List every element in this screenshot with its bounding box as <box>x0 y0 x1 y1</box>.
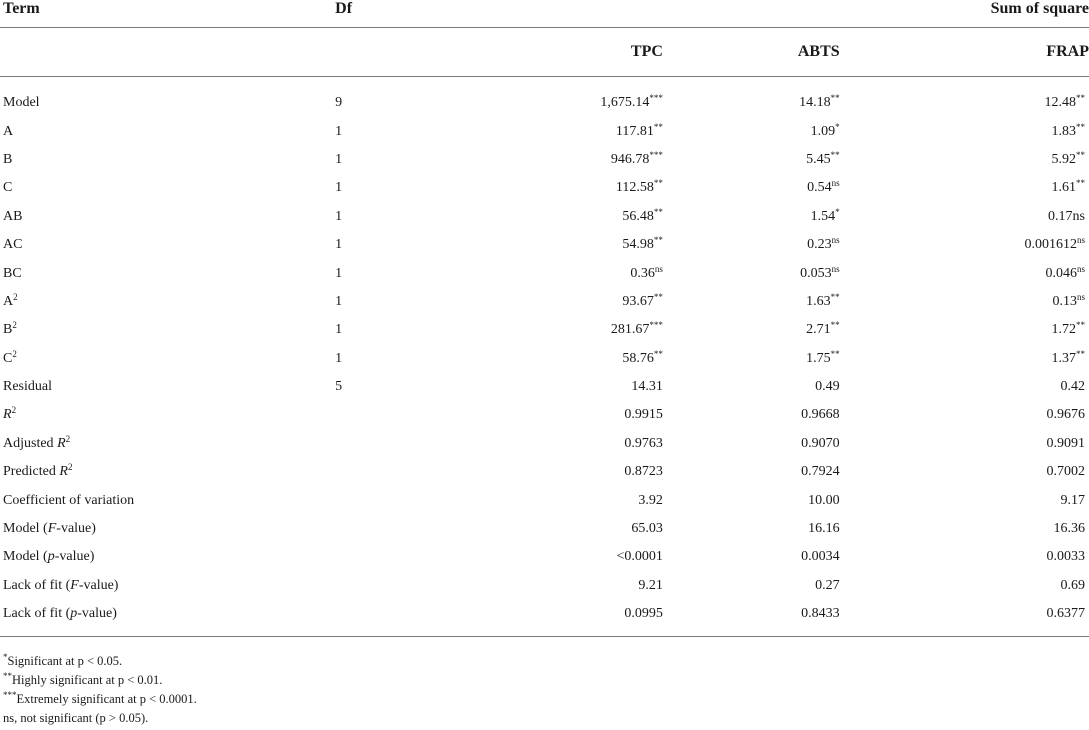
frap-cell <box>840 430 1089 458</box>
tpc-cell <box>524 231 663 259</box>
stat-label-cell <box>0 515 335 543</box>
tpc-cell-value: 56.48 <box>622 208 654 224</box>
df-cell-empty <box>335 458 523 486</box>
abts-cell-value: 16.16 <box>808 521 840 537</box>
stat-row <box>0 401 1089 429</box>
stat-label-cell <box>0 543 335 571</box>
tpc-cell <box>524 430 663 458</box>
df-cell-value: 1 <box>335 350 343 366</box>
frap-cell-value: 0.001612 <box>1024 237 1077 253</box>
frap-cell <box>840 203 1089 231</box>
frap-cell <box>840 486 1089 514</box>
term-cell <box>0 373 335 401</box>
significance-marker: ns <box>654 263 663 274</box>
tpc-cell-value: 117.81 <box>615 123 654 139</box>
tpc-cell-value: 0.8723 <box>624 464 663 480</box>
header-frap: FRAP <box>1046 43 1089 60</box>
frap-cell <box>840 515 1089 543</box>
abts-cell-value: 0.053 <box>800 265 832 281</box>
subheader-blank-df <box>335 28 523 77</box>
significance-marker: ** <box>653 178 663 189</box>
stat-label-cell <box>0 486 335 514</box>
term-label: B <box>3 151 13 167</box>
term-label: A <box>3 293 14 309</box>
abts-cell-value: 1.09 <box>810 123 836 139</box>
frap-cell <box>840 174 1089 202</box>
abts-cell-value: 0.8433 <box>801 606 840 622</box>
term-exponent: 2 <box>12 348 17 359</box>
term-cell <box>0 231 335 259</box>
term-label: BC <box>3 265 22 281</box>
significance-marker: ns <box>1076 235 1085 246</box>
footnote-marker: *** <box>3 690 17 700</box>
abts-cell-value: 2.71 <box>806 322 831 338</box>
abts-cell <box>663 174 840 202</box>
abts-cell <box>663 117 840 145</box>
frap-cell-value: 1.83 <box>1051 123 1076 139</box>
abts-cell-value: 0.27 <box>815 577 840 593</box>
stat-row <box>0 458 1089 486</box>
significance-marker: ** <box>1076 320 1085 331</box>
stat-symbol: R <box>57 435 66 451</box>
tpc-cell-value: 0.9915 <box>624 407 663 423</box>
table-row <box>0 117 1089 145</box>
tpc-cell-value: 281.67 <box>610 322 650 338</box>
footnote <box>3 671 197 690</box>
header-sum-of-square: Sum of square <box>990 0 1089 17</box>
frap-cell <box>840 458 1089 486</box>
frap-cell <box>840 345 1089 373</box>
stat-label: Coefficient of variation <box>3 492 135 508</box>
frap-cell-value: 0.9091 <box>1046 435 1085 451</box>
stat-row <box>0 515 1089 543</box>
abts-cell <box>663 373 840 401</box>
table-row <box>0 373 1089 401</box>
term-cell <box>0 203 335 231</box>
frap-cell <box>840 231 1089 259</box>
tpc-cell <box>524 203 663 231</box>
frap-cell-value: 0.046 <box>1045 265 1077 281</box>
df-cell <box>335 259 523 287</box>
stat-label: Lack of fit ( <box>3 606 71 622</box>
footnote <box>3 652 197 671</box>
df-cell-value: 1 <box>335 265 343 281</box>
tpc-cell <box>524 146 663 174</box>
tpc-cell-value: 58.76 <box>622 350 654 366</box>
footnote-marker: ** <box>3 671 12 681</box>
abts-cell-value: 0.23 <box>807 237 832 253</box>
table-row <box>0 146 1089 174</box>
abts-cell-value: 0.7924 <box>801 464 840 480</box>
significance-marker: ** <box>1076 149 1085 160</box>
abts-cell-value: 0.49 <box>815 379 840 395</box>
header-abts: ABTS <box>797 43 840 60</box>
frap-cell <box>840 117 1089 145</box>
df-cell <box>335 373 523 401</box>
df-cell-value: 1 <box>335 180 343 196</box>
tpc-cell-value: 112.58 <box>615 180 654 196</box>
term-label: C <box>3 180 13 196</box>
stat-symbol: R <box>3 407 12 423</box>
frap-cell-value: 0.6377 <box>1046 606 1085 622</box>
abts-cell <box>663 401 840 429</box>
frap-cell-value: 0.69 <box>1060 577 1085 593</box>
significance-marker: ns <box>831 178 840 189</box>
frap-cell <box>840 259 1089 287</box>
table-row <box>0 288 1089 316</box>
stat-symbol: p <box>70 606 78 622</box>
subheader-row <box>0 28 1089 77</box>
tpc-cell <box>524 259 663 287</box>
frap-cell <box>840 146 1089 174</box>
tpc-cell <box>524 543 663 571</box>
abts-cell <box>663 515 840 543</box>
term-cell <box>0 345 335 373</box>
frap-cell-value: 0.17ns <box>1048 208 1085 224</box>
term-cell <box>0 117 335 145</box>
significance-marker: ** <box>830 149 840 160</box>
header-row <box>0 0 1089 28</box>
term-cell <box>0 174 335 202</box>
significance-marker: * <box>835 206 840 217</box>
significance-marker: *** <box>649 149 663 160</box>
term-label: AC <box>3 237 23 253</box>
stat-symbol: F <box>47 521 57 537</box>
stat-row <box>0 543 1089 571</box>
df-cell-value: 5 <box>335 379 343 395</box>
abts-cell <box>663 259 840 287</box>
df-cell-value: 1 <box>335 151 343 167</box>
tpc-cell <box>524 345 663 373</box>
significance-marker: ** <box>653 291 663 302</box>
header-term: Term <box>3 0 40 17</box>
df-cell <box>335 316 523 344</box>
df-cell <box>335 345 523 373</box>
term-cell <box>0 288 335 316</box>
stat-label-cell <box>0 458 335 486</box>
stat-label: Model ( <box>3 521 48 537</box>
df-cell <box>335 231 523 259</box>
tpc-cell-value: <0.0001 <box>616 549 663 565</box>
abts-cell-value: 1.54 <box>810 208 836 224</box>
stat-row <box>0 430 1089 458</box>
tpc-cell <box>524 458 663 486</box>
stat-label: Model ( <box>3 549 48 565</box>
stat-label-cell <box>0 600 335 637</box>
table-row <box>0 259 1089 287</box>
header-df: Df <box>335 0 353 17</box>
significance-marker: *** <box>649 320 663 331</box>
abts-cell <box>663 430 840 458</box>
abts-cell-value: 5.45 <box>806 151 831 167</box>
frap-cell-value: 0.0033 <box>1046 549 1085 565</box>
significance-marker: ** <box>1076 348 1085 359</box>
abts-cell-value: 0.54 <box>807 180 832 196</box>
significance-marker: ** <box>1076 93 1085 104</box>
frap-cell-value: 9.17 <box>1060 492 1085 508</box>
abts-cell <box>663 572 840 600</box>
df-cell-empty <box>335 572 523 600</box>
significance-marker: ns <box>1076 291 1085 302</box>
frap-cell <box>840 373 1089 401</box>
frap-cell-value: 1.37 <box>1051 350 1076 366</box>
abts-cell <box>663 543 840 571</box>
significance-marker: ** <box>1076 121 1085 132</box>
frap-cell-value: 5.92 <box>1051 151 1076 167</box>
frap-cell-value: 1.72 <box>1051 322 1076 338</box>
tpc-cell <box>524 401 663 429</box>
stat-symbol: R <box>59 464 68 480</box>
frap-cell-value: 0.13 <box>1052 293 1077 309</box>
table-row <box>0 231 1089 259</box>
abts-cell <box>663 231 840 259</box>
df-cell-empty <box>335 543 523 571</box>
footnote-text: Highly significant at p < 0.01. <box>12 673 163 687</box>
stat-label-suffix: -value) <box>78 577 119 593</box>
frap-cell <box>840 572 1089 600</box>
tpc-cell <box>524 77 663 118</box>
abts-cell <box>663 288 840 316</box>
frap-cell-value: 0.42 <box>1060 379 1085 395</box>
tpc-cell <box>524 373 663 401</box>
df-cell-empty <box>335 515 523 543</box>
stat-symbol: F <box>70 577 79 593</box>
stat-label: Lack of fit ( <box>3 577 71 593</box>
frap-cell <box>840 401 1089 429</box>
stat-label: Predicted <box>3 464 60 480</box>
footnote <box>3 690 197 709</box>
significance-marker: * <box>835 121 840 132</box>
abts-cell <box>663 146 840 174</box>
df-cell-value: 1 <box>335 293 343 309</box>
tpc-cell <box>524 515 663 543</box>
abts-cell <box>663 77 840 118</box>
tpc-cell <box>524 572 663 600</box>
significance-marker: ** <box>653 121 663 132</box>
tpc-cell-value: 3.92 <box>638 492 663 508</box>
stat-label-cell <box>0 401 335 429</box>
header-tpc: TPC <box>630 43 663 60</box>
term-label: AB <box>3 208 23 224</box>
significance-marker: ** <box>830 348 840 359</box>
frap-cell-value: 12.48 <box>1044 95 1076 111</box>
significance-marker: ns <box>831 263 840 274</box>
tpc-cell-value: 0.9763 <box>624 435 663 451</box>
df-cell-value: 1 <box>335 322 343 338</box>
df-cell-value: 1 <box>335 123 343 139</box>
footnote-text: Significant at p < 0.05. <box>7 654 123 668</box>
abts-cell-value: 1.75 <box>806 350 831 366</box>
abts-cell <box>663 203 840 231</box>
footnote-text: ns, not significant (p > 0.05). <box>3 711 149 725</box>
df-cell-empty <box>335 600 523 637</box>
frap-cell <box>840 288 1089 316</box>
abts-cell <box>663 316 840 344</box>
table-row <box>0 174 1089 202</box>
stat-row <box>0 572 1089 600</box>
abts-cell <box>663 486 840 514</box>
tpc-cell-value: 0.36 <box>630 265 655 281</box>
tpc-cell <box>524 174 663 202</box>
stat-symbol: p <box>47 549 55 565</box>
tpc-cell-value: 1,675.14 <box>600 95 650 111</box>
abts-cell <box>663 345 840 373</box>
tpc-cell-value: 946.78 <box>610 151 650 167</box>
stat-label-suffix: -value) <box>77 606 117 622</box>
tpc-cell-value: 0.0995 <box>624 606 663 622</box>
abts-cell-value: 0.9668 <box>801 407 840 423</box>
stat-exponent: 2 <box>65 433 71 444</box>
term-label: B <box>3 322 13 338</box>
df-cell-value: 9 <box>335 95 343 111</box>
table-row <box>0 316 1089 344</box>
abts-cell <box>663 600 840 637</box>
significance-marker: ** <box>1076 178 1085 189</box>
stat-label-cell <box>0 430 335 458</box>
term-cell <box>0 316 335 344</box>
term-label: A <box>3 123 14 139</box>
df-cell-value: 1 <box>335 208 343 224</box>
frap-cell-value: 0.9676 <box>1046 407 1085 423</box>
tpc-cell-value: 54.98 <box>622 237 654 253</box>
frap-cell-value: 1.61 <box>1051 180 1076 196</box>
stat-label: Adjusted <box>3 435 58 451</box>
term-cell <box>0 259 335 287</box>
frap-cell-value: 16.36 <box>1053 521 1085 537</box>
significance-marker: ** <box>653 348 663 359</box>
stat-row <box>0 600 1089 637</box>
significance-marker: ** <box>653 235 663 246</box>
term-label: Model <box>3 95 40 111</box>
significance-marker: ns <box>1076 263 1085 274</box>
footnote-marker: * <box>3 652 8 662</box>
term-exponent: 2 <box>12 320 17 331</box>
footnotes <box>3 652 197 728</box>
abts-cell-value: 14.18 <box>799 95 831 111</box>
frap-cell <box>840 600 1089 637</box>
term-label: Residual <box>3 379 52 395</box>
significance-marker: ** <box>830 291 840 302</box>
term-cell <box>0 146 335 174</box>
tpc-cell-value: 14.31 <box>631 379 663 395</box>
df-cell <box>335 174 523 202</box>
stat-label-suffix: -value) <box>54 549 95 565</box>
tpc-cell <box>524 288 663 316</box>
df-cell-empty <box>335 401 523 429</box>
abts-cell-value: 1.63 <box>806 293 831 309</box>
abts-cell-value: 10.00 <box>808 492 840 508</box>
significance-marker: ** <box>653 206 663 217</box>
stat-label-cell <box>0 572 335 600</box>
df-cell <box>335 203 523 231</box>
tpc-cell <box>524 486 663 514</box>
frap-cell <box>840 316 1089 344</box>
table-row <box>0 345 1089 373</box>
tpc-cell-value: 65.03 <box>631 521 663 537</box>
df-cell <box>335 288 523 316</box>
footnote-text: Extremely significant at p < 0.0001. <box>16 692 197 706</box>
df-cell <box>335 117 523 145</box>
df-cell <box>335 77 523 118</box>
df-cell <box>335 146 523 174</box>
stat-label-suffix: -value) <box>56 521 96 537</box>
stat-row <box>0 486 1089 514</box>
abts-cell-value: 0.9070 <box>801 435 840 451</box>
term-cell <box>0 77 335 118</box>
tpc-cell-value: 9.21 <box>638 577 663 593</box>
df-cell-empty <box>335 430 523 458</box>
table-row <box>0 77 1089 118</box>
frap-cell <box>840 543 1089 571</box>
frap-cell-value: 0.7002 <box>1046 464 1085 480</box>
frap-cell <box>840 77 1089 118</box>
significance-marker: ** <box>830 320 840 331</box>
tpc-cell <box>524 600 663 637</box>
table-body <box>0 77 1089 637</box>
subheader-blank-term <box>0 28 335 77</box>
term-exponent: 2 <box>13 291 18 302</box>
abts-cell-value: 0.0034 <box>801 549 840 565</box>
term-label: C <box>3 350 13 366</box>
significance-marker: ns <box>831 235 840 246</box>
df-cell-value: 1 <box>335 237 343 253</box>
significance-marker: *** <box>649 93 663 104</box>
table-row <box>0 203 1089 231</box>
footnote <box>3 709 197 728</box>
stat-exponent: 2 <box>11 405 17 416</box>
stat-exponent: 2 <box>67 462 73 473</box>
tpc-cell <box>524 117 663 145</box>
tpc-cell-value: 93.67 <box>622 293 654 309</box>
significance-marker: ** <box>830 93 840 104</box>
tpc-cell <box>524 316 663 344</box>
df-cell-empty <box>335 486 523 514</box>
abts-cell <box>663 458 840 486</box>
